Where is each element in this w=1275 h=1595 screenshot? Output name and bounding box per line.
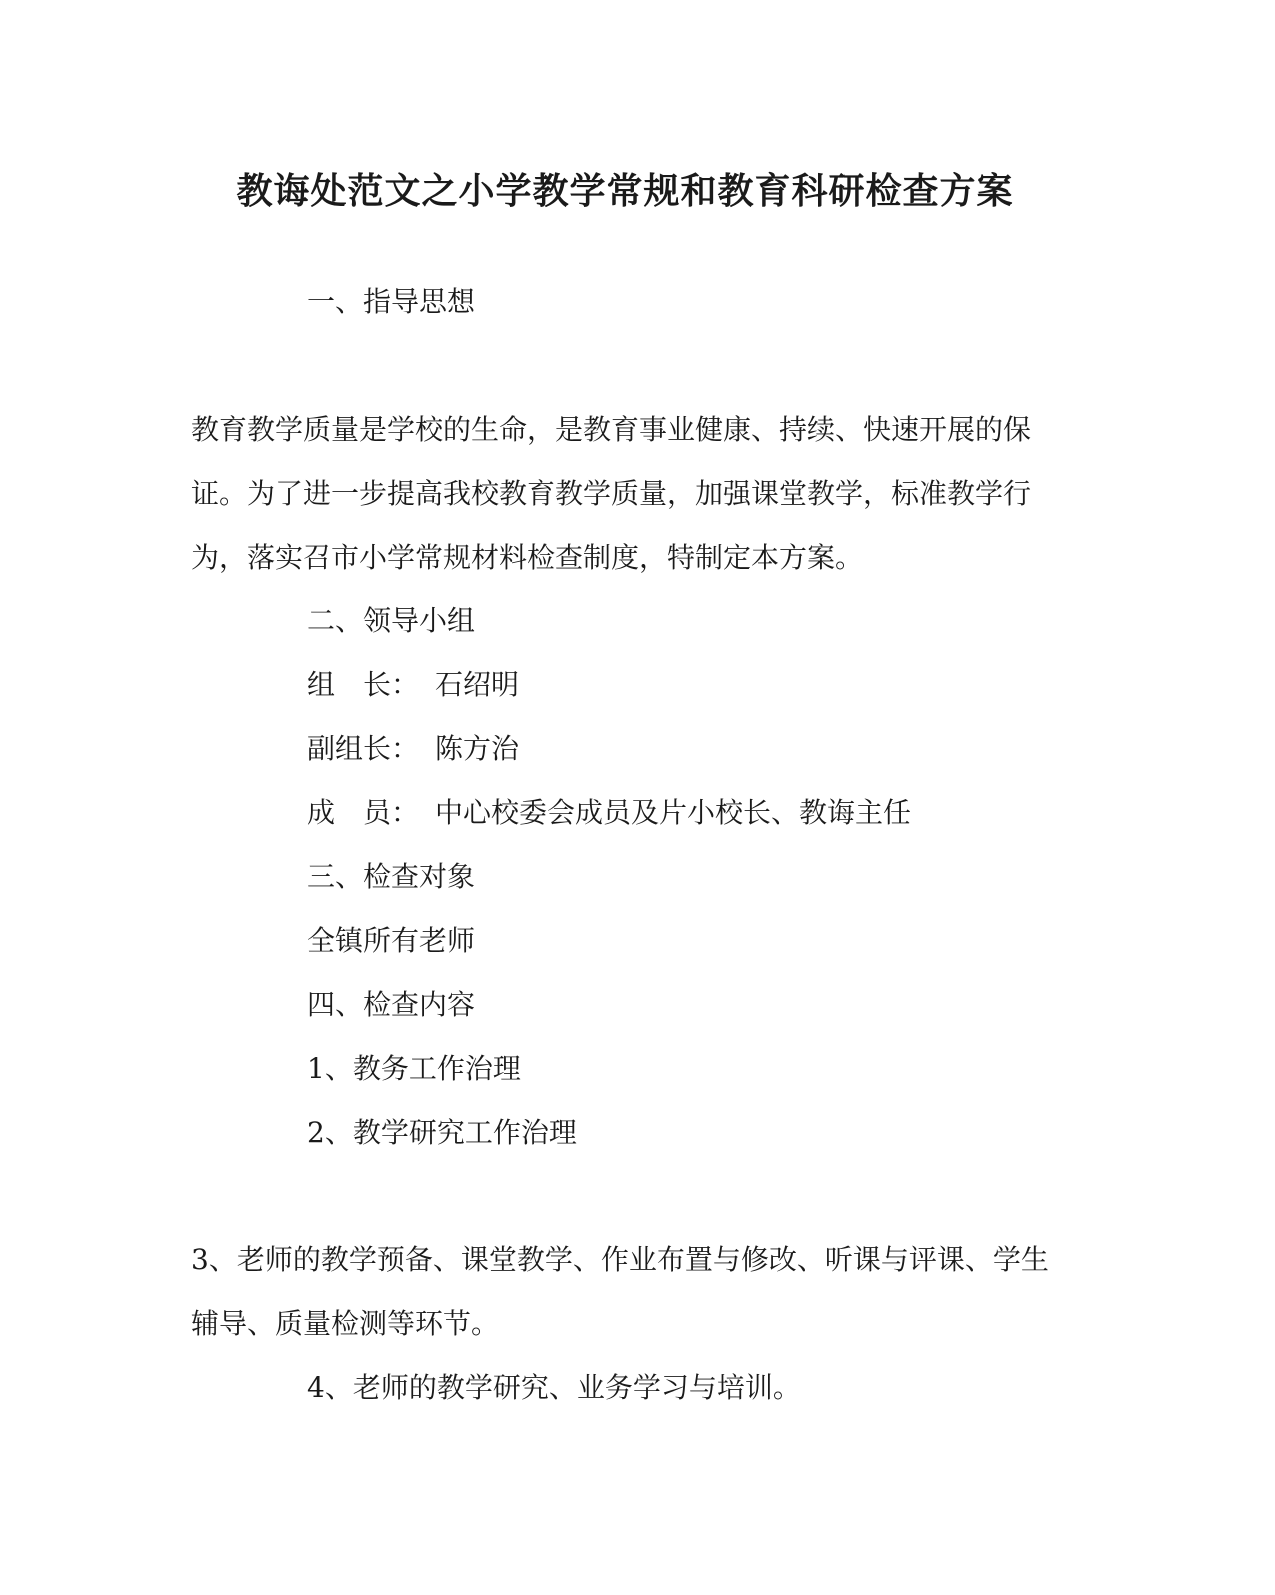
paragraph-guiding-thought: 教育教学质量是学校的生命，是教育事业健康、持续、快速开展的保证。为了进一步提高我校教育教学质量，加强课堂教学，标准教学行为，落实召市小学常规材料检查制度，特制定本方案。 bbox=[191, 413, 1032, 574]
section-heading-guiding-thought: 一、指导思想 bbox=[307, 285, 476, 318]
members-label: 成 员： bbox=[307, 796, 420, 829]
document-title: 教诲处范文之小学教学常规和教育科研检查方案 bbox=[236, 170, 1014, 212]
deputy-row bbox=[307, 729, 519, 769]
leader-value: 石绍明 bbox=[435, 668, 520, 701]
content-item-2: 2、教学研究工作治理 bbox=[307, 1116, 577, 1149]
section-heading-inspection-content: 四、检查内容 bbox=[307, 988, 476, 1021]
inspection-target-body: 全镇所有老师 bbox=[307, 924, 476, 957]
content-item-4: 4、老师的教学研究、业务学习与培训。 bbox=[307, 1371, 801, 1404]
section-heading-leadership: 二、领导小组 bbox=[307, 604, 476, 637]
leader-label: 组 长： bbox=[307, 668, 420, 701]
deputy-value: 陈方治 bbox=[435, 732, 520, 765]
members-value: 中心校委会成员及片小校长、教诲主任 bbox=[435, 796, 912, 829]
deputy-label: 副组长： bbox=[307, 732, 420, 765]
content-item-3: 3、老师的教学预备、课堂教学、作业布置与修改、听课与评课、学生辅导、质量检测等环节。 bbox=[191, 1243, 1049, 1340]
leader-row bbox=[307, 665, 519, 705]
content-item-1: 1、教务工作治理 bbox=[307, 1052, 521, 1085]
section-heading-inspection-target: 三、检查对象 bbox=[307, 860, 476, 893]
members-row bbox=[307, 793, 911, 833]
